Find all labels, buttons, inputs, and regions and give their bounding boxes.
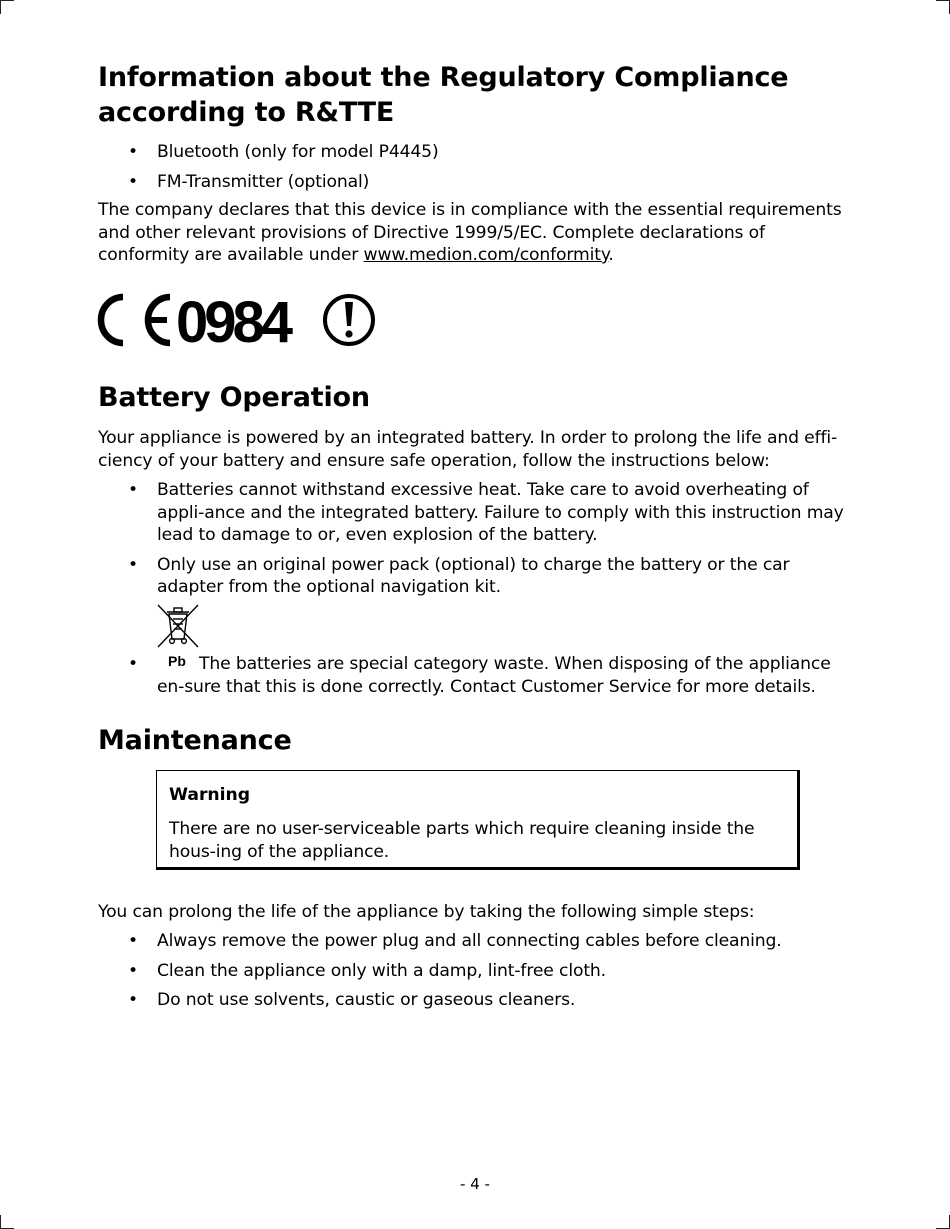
ce-mark-icon: [96, 290, 386, 350]
maintenance-heading: Maintenance: [98, 725, 292, 756]
crossed-bin-icon: [156, 603, 200, 649]
bullet-marker: •: [128, 554, 138, 575]
list-item: [98, 960, 858, 983]
list-item: [98, 989, 858, 1012]
list-item-text: Always remove the power plug and all connecting cables before cleaning.: [157, 931, 782, 951]
battery-intro: Your appliance is powered by an integrated battery. In order to prolong the life and effi-ciency of your battery and ensure safe operation, follow the instructions below:: [98, 428, 838, 471]
list-item-text: Bluetooth (only for model P4445): [157, 142, 439, 162]
battery-bullet-list: [98, 479, 858, 599]
conformity-link[interactable]: www.medion.com/conformity: [363, 245, 609, 265]
bullet-marker: •: [128, 960, 138, 981]
list-item: [98, 554, 858, 599]
list-item: [98, 653, 858, 698]
bullet-marker: •: [128, 654, 138, 674]
maintenance-intro: You can prolong the life of the appliance by taking the following simple steps:: [98, 902, 755, 922]
rtte-heading: Information about the Regulatory Compliance according to R&TTE: [98, 62, 789, 128]
crop-mark: [0, 0, 14, 1]
bullet-marker: •: [128, 990, 138, 1010]
battery-heading: Battery Operation: [98, 382, 370, 413]
bullet-marker: •: [128, 480, 138, 500]
bullet-marker: •: [128, 931, 138, 951]
rtte-paragraph: [98, 199, 858, 267]
warning-box: [156, 770, 800, 870]
maintenance-bullet-list: [98, 930, 858, 1012]
list-item: [98, 930, 858, 953]
list-item-text: Do not use solvents, caustic or gaseous cleaners.: [157, 990, 576, 1010]
crop-mark: [0, 0, 1, 14]
ce-e-bar: [145, 317, 167, 323]
rtte-bullet-list: [98, 141, 858, 193]
paragraph-text: The company declares that this device is in compliance with the essential requirements and other relevant provisions of Directive 1999/5/EC. Complete declarations of conformity are available under: [98, 200, 842, 265]
list-item-text: Batteries cannot withstand excessive heat. Take care to avoid overheating of appli-ance and the integrated battery. Failure to comply with this instruction may lead to damage to or, even explosion of the battery.: [157, 480, 844, 545]
battery-disposal-list: [98, 653, 858, 698]
list-item: [98, 171, 858, 194]
list-item-text: Clean the appliance only with a damp, lint-free cloth.: [157, 960, 606, 981]
list-item: [98, 141, 858, 164]
crop-mark: [0, 1215, 1, 1229]
pb-label: Pb: [168, 653, 186, 669]
paragraph-end: .: [608, 245, 614, 265]
warning-title: Warning: [169, 785, 251, 805]
list-item-text: Only use an original power pack (optional) to charge the battery or the car adapter from the optional navigation kit.: [157, 554, 790, 597]
bullet-marker: •: [128, 142, 138, 162]
list-item-text: FM-Transmitter (optional): [157, 171, 370, 192]
ce-number: 0984: [176, 290, 290, 350]
warning-text: There are no user-serviceable parts which require cleaning inside the hous-ing of the appliance.: [169, 819, 755, 862]
list-item: [98, 479, 858, 547]
bullet-marker: •: [128, 171, 138, 192]
alert-circle-icon: [325, 296, 373, 344]
list-item-text: The batteries are special category waste. When disposing of the appliance en-sure that this is done correctly. Contact Customer Service for more details.: [157, 654, 831, 697]
ce-c-shape: [101, 297, 123, 343]
page-number: - 4 -: [460, 1175, 490, 1193]
crop-mark: [936, 0, 950, 1]
